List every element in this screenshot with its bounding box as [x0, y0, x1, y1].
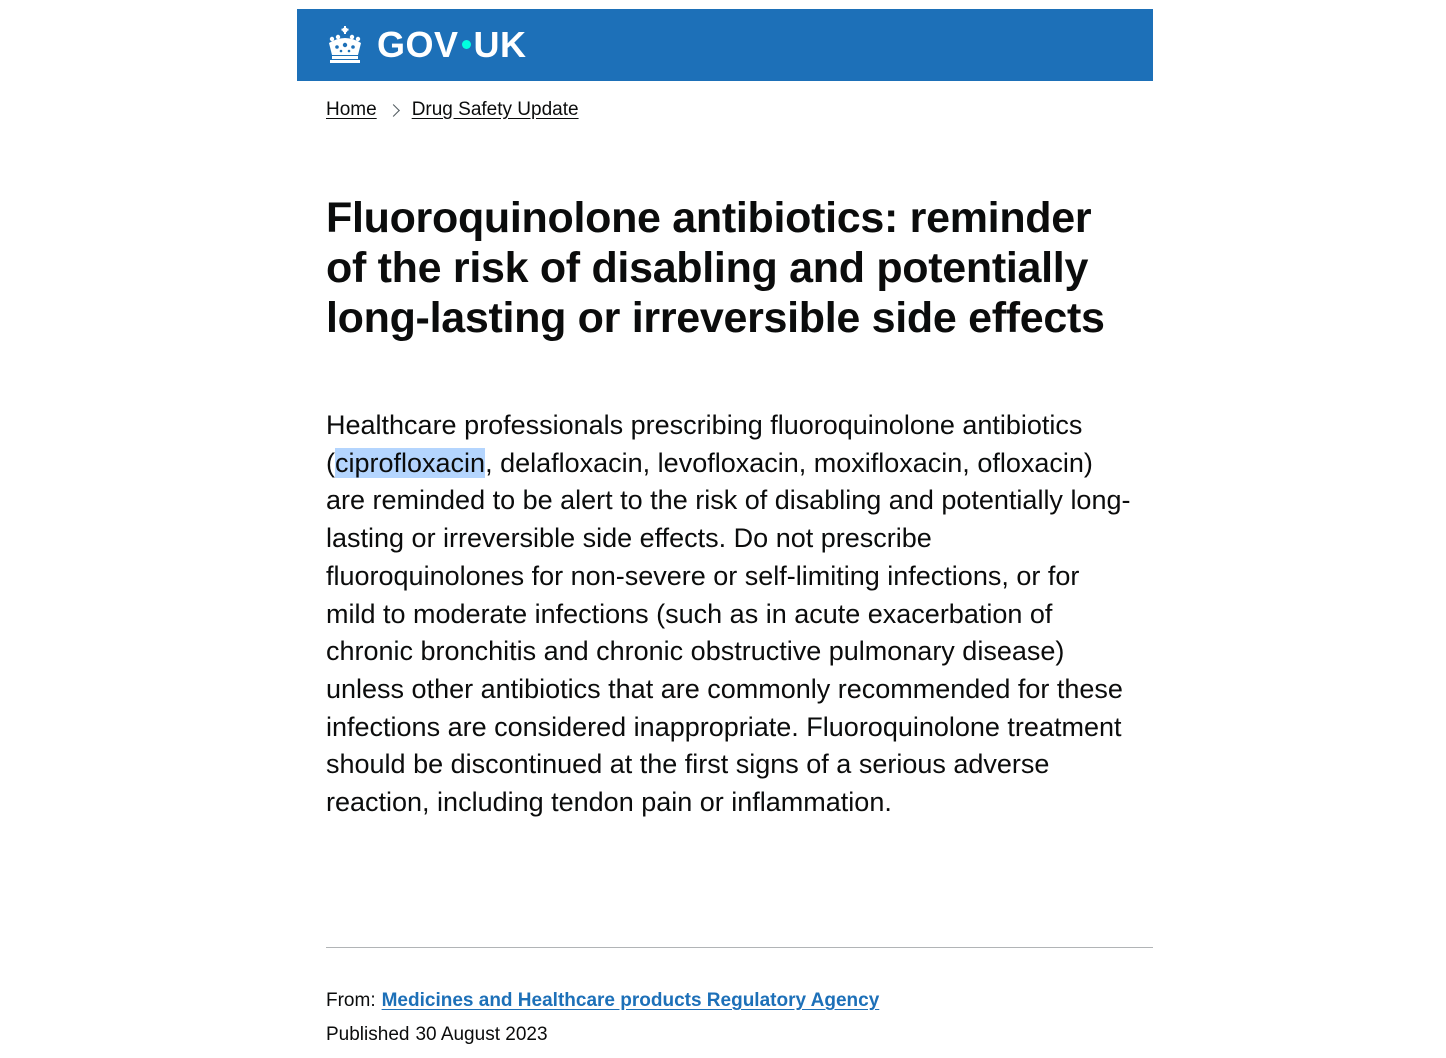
breadcrumb-drug-safety-update-link[interactable]: Drug Safety Update [411, 99, 579, 120]
page-title: Fluoroquinolone antibiotics: reminder of the risk of disabling and potentially long-lasting or irreversible side effects [326, 194, 1105, 342]
logo-text-uk: UK [473, 24, 527, 65]
breadcrumb-home-link[interactable]: Home [326, 99, 377, 120]
article-lede [326, 407, 1136, 822]
govuk-header [297, 9, 1153, 81]
metadata-divider [326, 947, 1153, 948]
published-label: Published [326, 1024, 410, 1045]
breadcrumb [326, 99, 579, 121]
metadata-from [326, 990, 879, 1012]
chevron-right-icon [387, 104, 400, 117]
logo-text-gov: GOV [377, 24, 459, 65]
organisation-link[interactable]: Medicines and Healthcare products Regulatory Agency [381, 990, 880, 1011]
crown-icon [325, 25, 365, 65]
lede-text-after: , delafloxacin, levofloxacin, moxifloxacin, ofloxacin) are reminded to be alert to the risk of disabling and potentially long-lasting or irreversible side effects. Do not prescribe fluoroquinolones for non-severe or self-limiting infections, or for mild to moderate infections (such as in acute exacerbation of chronic bronchitis and chronic obstructive pulmonary disease) unless other antibiotics that are commonly recommended for these infections are considered inappropriate. Fluoroquinolone treatment should be discontinued at the first signs of a serious adverse reaction, including tendon pain or inflammation. [326, 447, 1131, 818]
published-date: 30 August 2023 [415, 1024, 548, 1045]
selected-text-highlight: ciprofloxacin [335, 447, 486, 478]
lede-text-before: Healthcare professionals prescribing fluoroquinolone antibiotics ( [326, 410, 1083, 478]
metadata-published [326, 1024, 548, 1046]
logo-dot [462, 40, 471, 49]
from-label: From: [326, 990, 376, 1011]
logo-wordmark [377, 24, 527, 66]
govuk-logo-link[interactable] [325, 19, 527, 71]
